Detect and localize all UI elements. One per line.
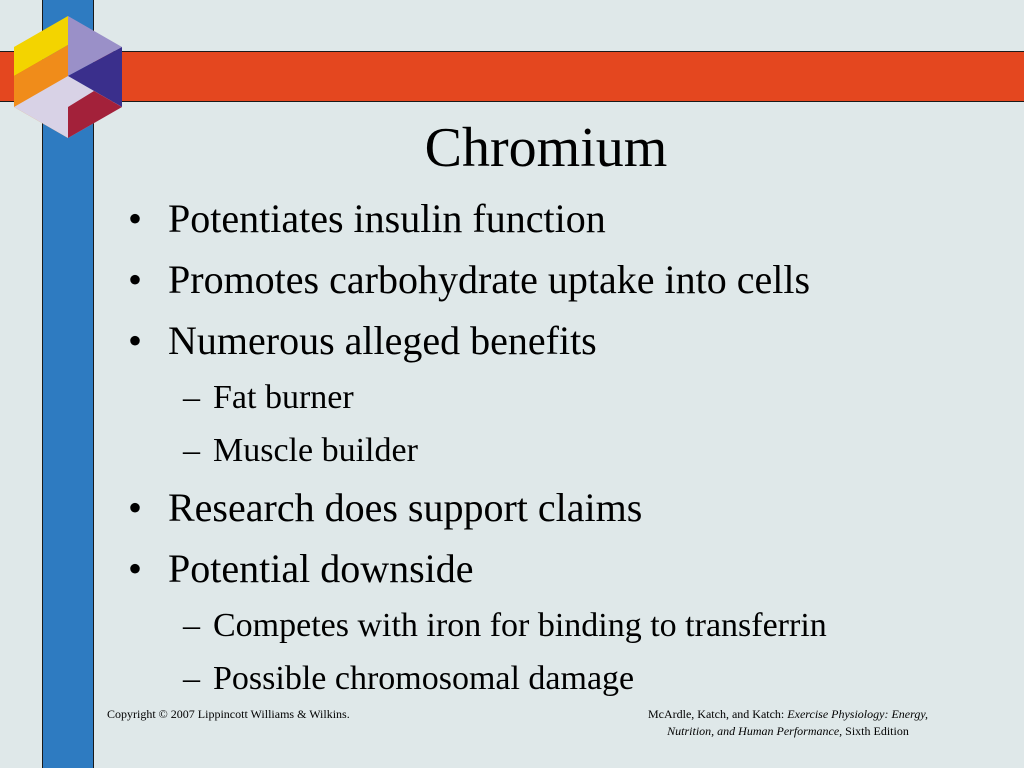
sub-bullet-text: Muscle builder — [213, 432, 418, 469]
bullet-marker: • — [128, 257, 143, 302]
bullet-item — [128, 477, 1008, 538]
bullet-item — [128, 538, 1008, 599]
slide-title: Chromium — [424, 117, 668, 179]
copyright-notice: Copyright © 2007 Lippincott Williams & Wilkins. — [107, 707, 350, 721]
sub-bullet-text: Fat burner — [213, 379, 354, 416]
sub-bullet-text: Possible chromosomal damage — [213, 660, 635, 697]
bullet-item — [128, 188, 1008, 249]
citation-book-title-line2: Nutrition, and Human Performance, — [667, 724, 843, 738]
bullet-text: Potentiates insulin function — [168, 196, 606, 241]
sub-bullet-marker: – — [183, 379, 200, 416]
citation-edition: Sixth Edition — [842, 724, 909, 738]
sub-bullet-item — [128, 371, 1008, 424]
bullet-item — [128, 310, 1008, 371]
bullet-text: Research does support claims — [168, 485, 643, 530]
bullet-marker: • — [128, 546, 143, 591]
bullet-marker: • — [128, 196, 143, 241]
sub-bullet-item — [128, 424, 1008, 477]
sub-bullet-marker: – — [183, 607, 200, 644]
sub-bullet-text: Competes with iron for binding to transferrin — [213, 607, 827, 644]
citation-book-title-line1: Exercise Physiology: Energy, — [787, 707, 929, 721]
bullet-text: Numerous alleged benefits — [168, 318, 597, 363]
sub-bullet-item — [128, 599, 1008, 652]
citation-authors: McArdle, Katch, and Katch: — [647, 707, 788, 721]
bullet-item — [128, 249, 1008, 310]
bullet-marker: • — [128, 318, 143, 363]
bullet-marker: • — [128, 485, 143, 530]
bullet-text: Promotes carbohydrate uptake into cells — [168, 257, 811, 302]
book-citation — [598, 706, 978, 740]
bullet-text: Potential downside — [168, 546, 474, 591]
bullet-list — [128, 188, 1008, 705]
sub-bullet-marker: – — [183, 660, 200, 697]
sub-bullet-item — [128, 652, 1008, 705]
sub-bullet-marker: – — [183, 432, 200, 469]
decorative-horizontal-bar — [0, 51, 1024, 102]
